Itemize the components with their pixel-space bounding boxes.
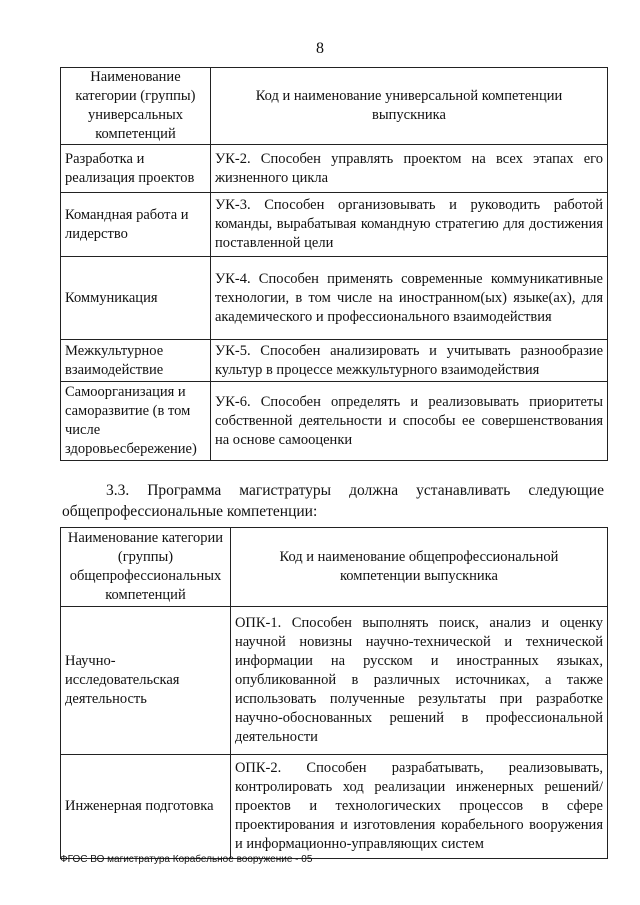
intro-line-1 <box>62 480 604 501</box>
category-cell: Научно-исследовательская деятельность <box>61 607 231 755</box>
intro-word: должна <box>349 482 399 499</box>
intro-word: следующие <box>528 482 604 499</box>
competence-cell: ОПК-1. Способен выполнять поиск, анализ и оценку научной новизны научно-технической и технической информации на русском и иностранных языках, опубликованной в различных источниках, а также использовать полученные результаты при разработке научно-обоснованных решений в профессиональной деятельности <box>230 607 607 755</box>
category-cell: Разработка и реализация проектов <box>61 145 211 193</box>
table-row <box>61 340 608 382</box>
table-row <box>61 382 608 461</box>
category-cell: Инженерная подготовка <box>61 755 231 859</box>
competence-cell: ОПК-2. Способен разрабатывать, реализовывать, контролировать ход реализации инженерных решений/проектов и технологических процессов в сфере проектирования и изготовления корабельного вооружения и информационно-управляющих систем <box>230 755 607 859</box>
section-intro <box>62 480 604 522</box>
universal-competences-table <box>60 67 608 461</box>
table-row <box>61 607 608 755</box>
competence-cell: УК-6. Способен определять и реализовывать приоритеты собственной деятельности и способы ее совершенствования на основе самооценки <box>210 382 607 461</box>
category-cell: Коммуникация <box>61 257 211 340</box>
intro-word: Программа <box>147 482 222 499</box>
header-category: Наименование категории (группы) универсальных компетенций <box>61 68 211 145</box>
page-number: 8 <box>316 40 324 57</box>
section-number: 3.3. <box>106 482 130 499</box>
table-row <box>61 257 608 340</box>
header-category: Наименование категории (группы) общепрофессиональных компетенций <box>61 528 231 607</box>
intro-word: устанавливать <box>416 482 511 499</box>
category-cell: Командная работа и лидерство <box>61 193 211 257</box>
competence-cell: УК-3. Способен организовывать и руководить работой команды, вырабатывая командную стратегию для достижения поставленной цели <box>210 193 607 257</box>
header-competence: Код и наименование общепрофессиональной компетенции выпускника <box>230 528 607 607</box>
competence-cell: УК-4. Способен применять современные коммуникативные технологии, в том числе на иностранном(ых) языке(ах), для академического и профессионального взаимодействия <box>210 257 607 340</box>
competence-cell: УК-2. Способен управлять проектом на всех этапах его жизненного цикла <box>210 145 607 193</box>
table-row <box>61 145 608 193</box>
intro-word: магистратуры <box>239 482 332 499</box>
table-header-row <box>61 528 608 607</box>
general-professional-competences-table <box>60 527 608 859</box>
table-row <box>61 193 608 257</box>
intro-line-2: общепрофессиональные компетенции: <box>62 503 318 520</box>
category-cell: Самоорганизация и саморазвитие (в том числе здоровьесбережение) <box>61 382 211 461</box>
table-header-row <box>61 68 608 145</box>
header-competence: Код и наименование универсальной компетенции выпускника <box>210 68 607 145</box>
footer-text: ФГОС ВО магистратура Корабельное вооружение - 05 <box>60 854 313 865</box>
category-cell: Межкультурное взаимодействие <box>61 340 211 382</box>
table-row <box>61 755 608 859</box>
competence-cell: УК-5. Способен анализировать и учитывать разнообразие культур в процессе межкультурного взаимодействия <box>210 340 607 382</box>
